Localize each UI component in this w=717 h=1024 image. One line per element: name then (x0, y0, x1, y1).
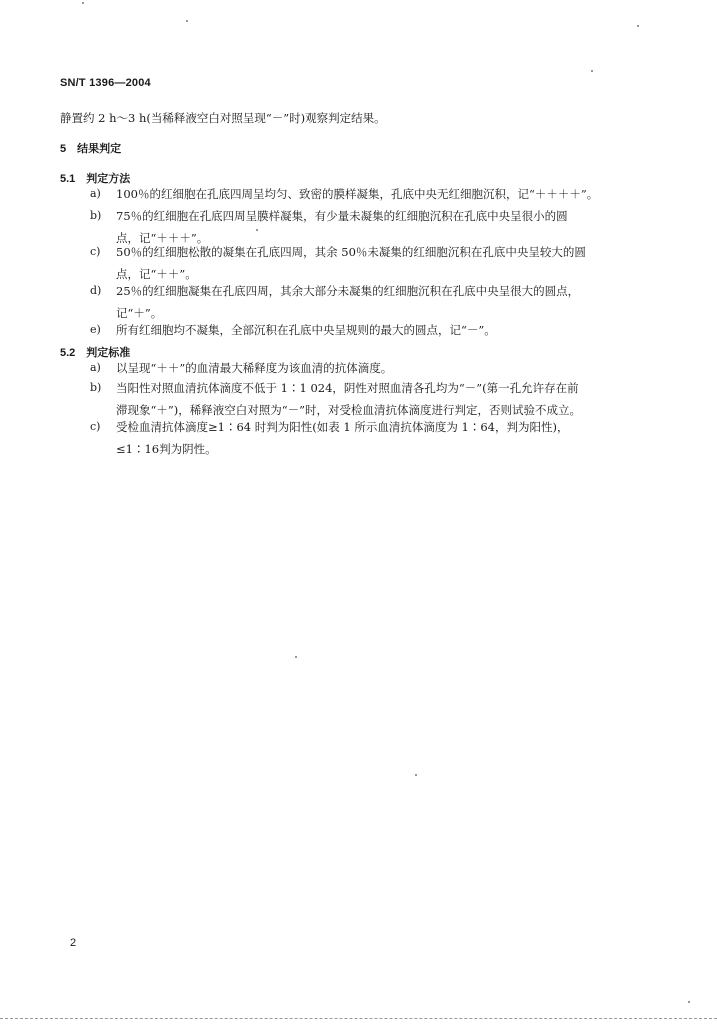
scan-speck (295, 656, 297, 658)
scan-speck (256, 229, 258, 231)
item-text: 受检血清抗体滴度≥1∶64 时判为阳性(如表 1 所示血清抗体滴度为 1∶64，判为阳性)， ≤1∶16判为阴性。 (116, 420, 569, 456)
item-label: b) (90, 381, 102, 394)
scan-speck (591, 70, 593, 72)
item-text: 25％的红细胞凝集在孔底四周，其余大部分未凝集的红细胞沉积在孔底中央呈很大的圆点， 记“＋”。 (116, 284, 580, 320)
scan-speck (415, 774, 417, 776)
scan-speck (637, 25, 639, 27)
intro-paragraph: 静置约 2 h～3 h(当稀释液空白对照呈现“－”时)观察判定结果。 (60, 111, 386, 125)
item-text: 当阳性对照血清抗体滴度不低于 1∶1 024，阴性对照血清各孔均为“－”(第一孔允许存在前 滞现象“＋”)，稀释液空白对照为“－”时，对受检血清抗体滴度进行判定，否则试验不成立。 (116, 381, 581, 417)
item-label: d) (90, 284, 102, 297)
standard-number-header: SN/T 1396—2004 (60, 77, 151, 89)
item-text: 所有红细胞均不凝集，全部沉积在孔底中央呈规则的最大的圆点，记“－”。 (116, 323, 496, 337)
item-text: 75％的红细胞在孔底四周呈膜样凝集，有少量未凝集的红细胞沉积在孔底中央呈很小的圆 点，记“＋＋＋”。 (116, 209, 568, 245)
scan-speck (688, 1001, 690, 1003)
item-label: b) (90, 209, 102, 222)
item-label: c) (90, 245, 101, 258)
item-text: 以呈现“＋＋”的血清最大稀释度为该血清的抗体滴度。 (116, 361, 393, 375)
item-label: a) (90, 361, 101, 374)
section-5-2-heading: 5.2 判定标准 (60, 347, 131, 359)
item-text: 50％的红细胞松散的凝集在孔底四周，其余 50％未凝集的红细胞沉积在孔底中央呈较大的圆 点，记“＋＋”。 (116, 245, 586, 281)
scan-speck (186, 20, 188, 22)
scan-speck (82, 2, 84, 4)
item-label: a) (90, 187, 101, 200)
item-label: e) (90, 323, 101, 336)
section-5-1-heading: 5.1 判定方法 (60, 173, 131, 185)
section-5-heading: 5 结果判定 (60, 143, 122, 155)
item-label: c) (90, 420, 101, 433)
page-number: 2 (70, 937, 77, 949)
item-text: 100％的红细胞在孔底四周呈均匀、致密的膜样凝集，孔底中央无红细胞沉积，记“＋＋＋＋”。 (116, 187, 599, 201)
scan-edge-line (0, 1018, 717, 1020)
